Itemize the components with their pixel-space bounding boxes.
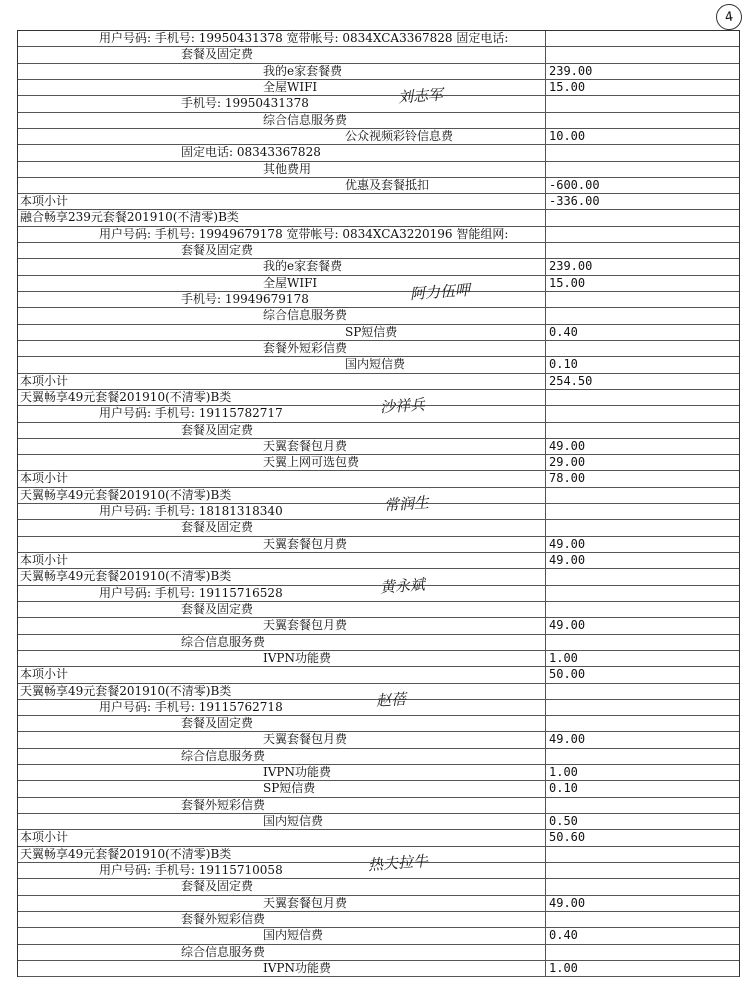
row-label: SP短信费 [263,781,316,796]
row-label-cell [18,749,546,764]
handwritten-signature: 赵蓓 [375,689,407,710]
row-label-cell [18,814,546,829]
row-label-cell [18,961,546,976]
row-label-cell [18,879,546,894]
row-label: 天翼畅享49元套餐201910(不清零)B类 [20,487,232,502]
row-amount [546,798,739,813]
row-label-cell [18,194,546,209]
row-label-cell [18,455,546,470]
table-row [18,178,739,194]
row-amount: 29.00 [549,455,586,470]
row-label: 套餐外短彩信费 [263,340,348,355]
row-label: 天翼畅享49元套餐201910(不清零)B类 [20,389,232,404]
row-label-cell [18,520,546,535]
row-label-cell [18,227,546,242]
table-row [18,651,739,667]
row-label: 综合信息服务费 [181,748,266,763]
table-row [18,47,739,63]
table-row [18,928,739,944]
row-label-cell [18,210,546,225]
table-row [18,308,739,324]
row-label-cell [18,357,546,372]
row-label: IVPN功能费 [263,650,331,665]
subtotal-row [18,194,739,210]
row-label: 全屋WIFI [263,79,318,94]
row-label-cell [18,423,546,438]
row-amount [546,863,739,878]
table-row [18,814,739,830]
row-amount [546,113,739,128]
row-amount [546,308,739,323]
row-label-cell [18,732,546,747]
billing-detail-table [17,30,740,977]
table-row [18,357,739,373]
row-amount: 50.00 [549,667,586,682]
row-label: 套餐及固定费 [181,47,254,62]
subtotal-row [18,471,739,487]
row-label: 套餐及固定费 [181,716,254,731]
row-amount [546,586,739,601]
row-label-cell [18,716,546,731]
row-label: 全屋WIFI [263,275,318,290]
row-label-cell [18,651,546,666]
row-amount: 239.00 [549,63,593,78]
row-amount: 1.00 [549,765,578,780]
page-number: 4 [723,8,735,26]
row-label-cell [18,471,546,486]
row-label: 套餐及固定费 [181,520,254,535]
row-amount: 50.60 [549,830,586,845]
row-amount: -600.00 [549,177,600,192]
row-amount [546,47,739,62]
row-amount: 0.40 [549,928,578,943]
handwritten-signature: 常润生 [383,493,430,515]
row-amount: 15.00 [549,275,586,290]
row-label-cell [18,928,546,943]
row-label: 用户号码: 手机号: 18181318340 [99,504,283,519]
row-label: 本项小计 [20,373,69,388]
row-amount [546,227,739,242]
table-row [18,945,739,961]
table-row [18,765,739,781]
row-label: 用户号码: 手机号: 19115710058 [99,862,283,877]
row-label-cell [18,439,546,454]
row-label: 天翼套餐包月费 [263,895,348,910]
row-label: 天翼套餐包月费 [263,438,348,453]
row-amount [546,912,739,927]
row-amount: 0.40 [549,324,578,339]
table-row [18,341,739,357]
row-label: IVPN功能费 [263,960,331,975]
row-amount [546,210,739,225]
row-label-cell [18,64,546,79]
row-amount: 0.50 [549,814,578,828]
row-amount: 254.50 [549,373,593,388]
row-amount [546,847,739,862]
table-row [18,259,739,275]
table-row [18,488,739,504]
table-row [18,210,739,226]
row-amount [546,635,739,650]
table-row [18,325,739,341]
subtotal-row [18,830,739,846]
row-label: 其他费用 [263,161,312,176]
row-label: 融合畅享239元套餐201910(不清零)B类 [20,210,239,225]
row-label: 本项小计 [20,194,69,209]
row-label: 天翼套餐包月费 [263,618,348,633]
table-row [18,716,739,732]
row-amount: 0.10 [549,357,578,372]
row-label-cell [18,602,546,617]
row-amount [546,292,739,307]
table-row [18,129,739,145]
table-row [18,439,739,455]
row-label-cell [18,618,546,633]
row-label: 我的e家套餐费 [263,63,343,78]
row-amount: 1.00 [549,650,578,665]
row-label: 天翼畅享49元套餐201910(不清零)B类 [20,569,232,584]
row-label: 本项小计 [20,471,69,486]
row-amount [546,602,739,617]
row-amount [546,520,739,535]
row-label: 综合信息服务费 [263,112,348,127]
row-amount: -336.00 [549,194,600,209]
handwritten-signature: 刘志军 [397,85,444,107]
row-label: 用户号码: 手机号: 19115762718 [99,699,283,714]
row-label-cell [18,635,546,650]
row-label-cell [18,162,546,177]
row-label-cell [18,113,546,128]
row-amount [546,145,739,160]
row-label-cell [18,667,546,682]
row-label-cell [18,830,546,845]
row-label: 手机号: 19950431378 [181,96,309,111]
row-label: 综合信息服务费 [181,634,266,649]
row-amount: 239.00 [549,259,593,274]
table-row [18,423,739,439]
row-label-cell [18,781,546,796]
row-amount [546,341,739,356]
table-row [18,781,739,797]
row-amount [546,749,739,764]
table-row [18,798,739,814]
row-label-cell [18,31,546,46]
row-amount [546,504,739,519]
row-label: 国内短信费 [263,814,324,828]
row-label: 综合信息服务费 [263,308,348,323]
row-label: 天翼畅享49元套餐201910(不清零)B类 [20,683,232,698]
row-label: 国内短信费 [345,357,406,372]
table-row [18,879,739,895]
handwritten-signature: 黄永斌 [379,575,426,597]
table-row [18,113,739,129]
row-label-cell [18,684,546,699]
row-label: SP短信费 [345,324,398,339]
table-row [18,243,739,259]
row-label-cell [18,945,546,960]
row-label: 套餐及固定费 [181,243,254,258]
subtotal-row [18,667,739,683]
row-label-cell [18,798,546,813]
table-row [18,569,739,585]
row-label-cell [18,47,546,62]
table-row [18,276,739,292]
row-label: 优惠及套餐抵扣 [345,177,430,192]
row-amount: 10.00 [549,128,586,143]
row-label: 手机号: 19949679178 [181,292,309,306]
row-amount: 15.00 [549,79,586,94]
row-label: 本项小计 [20,830,69,845]
table-row [18,80,739,96]
row-amount: 0.10 [549,781,578,796]
table-row [18,618,739,634]
table-row [18,912,739,928]
table-row [18,635,739,651]
table-row [18,227,739,243]
row-label-cell [18,896,546,911]
handwritten-signature: 阿力伍呷 [409,280,471,304]
row-amount [546,96,739,111]
row-label-cell [18,80,546,95]
row-amount [546,569,739,584]
row-amount [546,423,739,438]
table-row [18,537,739,553]
row-label: 用户号码: 手机号: 19115782717 [99,406,283,421]
row-label: 天翼畅享49元套餐201910(不清零)B类 [20,846,232,861]
table-row [18,749,739,765]
row-label: 用户号码: 手机号: 19949679178 宽带帐号: 0834XCA3220196 智能组网: [99,226,509,241]
row-label: 天翼上网可选包费 [263,455,360,470]
row-amount: 78.00 [549,471,586,486]
row-label: 套餐及固定费 [181,879,254,894]
row-label-cell [18,390,546,405]
subtotal-row [18,553,739,569]
row-label-cell [18,243,546,258]
row-amount: 49.00 [549,895,586,910]
table-row [18,520,739,536]
row-label: 综合信息服务费 [181,944,266,959]
table-row [18,961,739,977]
row-amount: 49.00 [549,536,586,551]
row-amount [546,684,739,699]
row-label: 套餐及固定费 [181,601,254,616]
table-row [18,145,739,161]
row-label-cell [18,308,546,323]
row-amount [546,700,739,715]
row-label-cell [18,537,546,552]
row-label-cell [18,259,546,274]
table-row [18,732,739,748]
row-label-cell [18,374,546,389]
row-label-cell [18,145,546,160]
row-label-cell [18,569,546,584]
row-amount [546,243,739,258]
row-label: 用户号码: 手机号: 19950431378 宽带帐号: 0834XCA3367828 固定电话: [99,31,509,45]
row-amount [546,406,739,421]
row-amount [546,488,739,503]
subtotal-row [18,374,739,390]
row-label: 公众视频彩铃信息费 [345,128,454,143]
row-amount [546,879,739,894]
row-label: 我的e家套餐费 [263,259,343,274]
row-label-cell [18,488,546,503]
row-amount [546,162,739,177]
row-amount: 49.00 [549,618,586,633]
row-label: 本项小计 [20,667,69,682]
row-amount: 49.00 [549,732,586,747]
row-label: 固定电话: 08343367828 [181,145,321,160]
row-label: 天翼套餐包月费 [263,732,348,747]
row-label: IVPN功能费 [263,765,331,780]
handwritten-signature: 热夫拉牛 [367,851,429,875]
table-row [18,896,739,912]
row-label: 国内短信费 [263,928,324,943]
row-label: 用户号码: 手机号: 19115716528 [99,585,283,600]
row-label: 套餐外短彩信费 [181,797,266,812]
row-amount: 1.00 [549,960,578,975]
row-amount: 49.00 [549,438,586,453]
row-label-cell [18,325,546,340]
row-amount [546,31,739,46]
row-label-cell [18,847,546,862]
row-label-cell [18,178,546,193]
row-label-cell [18,129,546,144]
row-label: 套餐及固定费 [181,422,254,437]
row-label: 天翼套餐包月费 [263,536,348,551]
row-label: 本项小计 [20,553,69,567]
row-label-cell [18,553,546,568]
row-amount [546,945,739,960]
row-label: 套餐外短彩信费 [181,911,266,926]
row-amount: 49.00 [549,553,586,567]
table-row [18,602,739,618]
table-row [18,31,739,47]
row-amount [546,716,739,731]
table-row [18,162,739,178]
row-label-cell [18,341,546,356]
row-label-cell [18,912,546,927]
page-number-mark [714,2,743,31]
table-row [18,455,739,471]
row-label-cell [18,765,546,780]
handwritten-signature: 沙祥兵 [379,395,426,417]
row-amount [546,390,739,405]
table-row [18,64,739,80]
